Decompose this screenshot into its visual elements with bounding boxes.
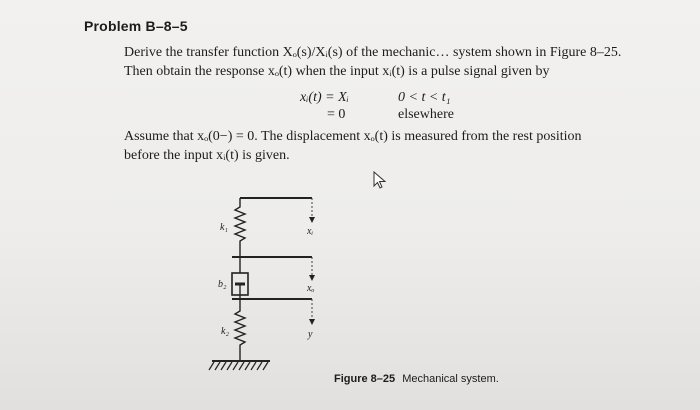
ground-hatch [209,362,268,370]
equation-input-pulse: xᵢ(t) = Xᵢ [300,90,349,105]
figure-caption [334,373,499,385]
label-xo: xₒ [307,283,315,294]
arrow-y [309,319,315,325]
equation-time-range: 0 < t < t₁ [398,90,451,105]
problem-text-line-2: Then obtain the response xₒ(t) when the input xᵢ(t) is a pulse signal given by [124,64,550,79]
problem-text-line-1: Derive the transfer function Xₒ(s)/Xᵢ(s) of the mechanic… system shown in Figure 8–25. [124,45,622,60]
arrow-xo [309,275,315,281]
problem-title: Problem B–8–5 [84,18,188,34]
caption-number: Figure 8–25 [334,373,396,385]
problem-text-line-4: before the input xᵢ(t) is given. [124,148,290,163]
equation-elsewhere: elsewhere [398,107,454,122]
spring-k1 [235,198,245,257]
mechanical-system-figure [200,185,330,390]
mouse-pointer-icon [373,171,387,194]
problem-text-line-3: Assume that xₒ(0−) = 0. The displacement xₒ(t) is measured from the rest position [124,129,582,144]
spring-k2 [235,299,245,361]
equation-zero-value: = 0 [327,107,346,122]
label-k2: k₂ [221,326,229,337]
arrow-xi [309,217,315,223]
label-y: y [308,329,313,340]
caption-text: Mechanical system. [402,373,499,385]
label-b2: b₂ [218,279,227,290]
label-k1: k₁ [220,222,228,233]
label-xi: xᵢ [307,226,314,237]
